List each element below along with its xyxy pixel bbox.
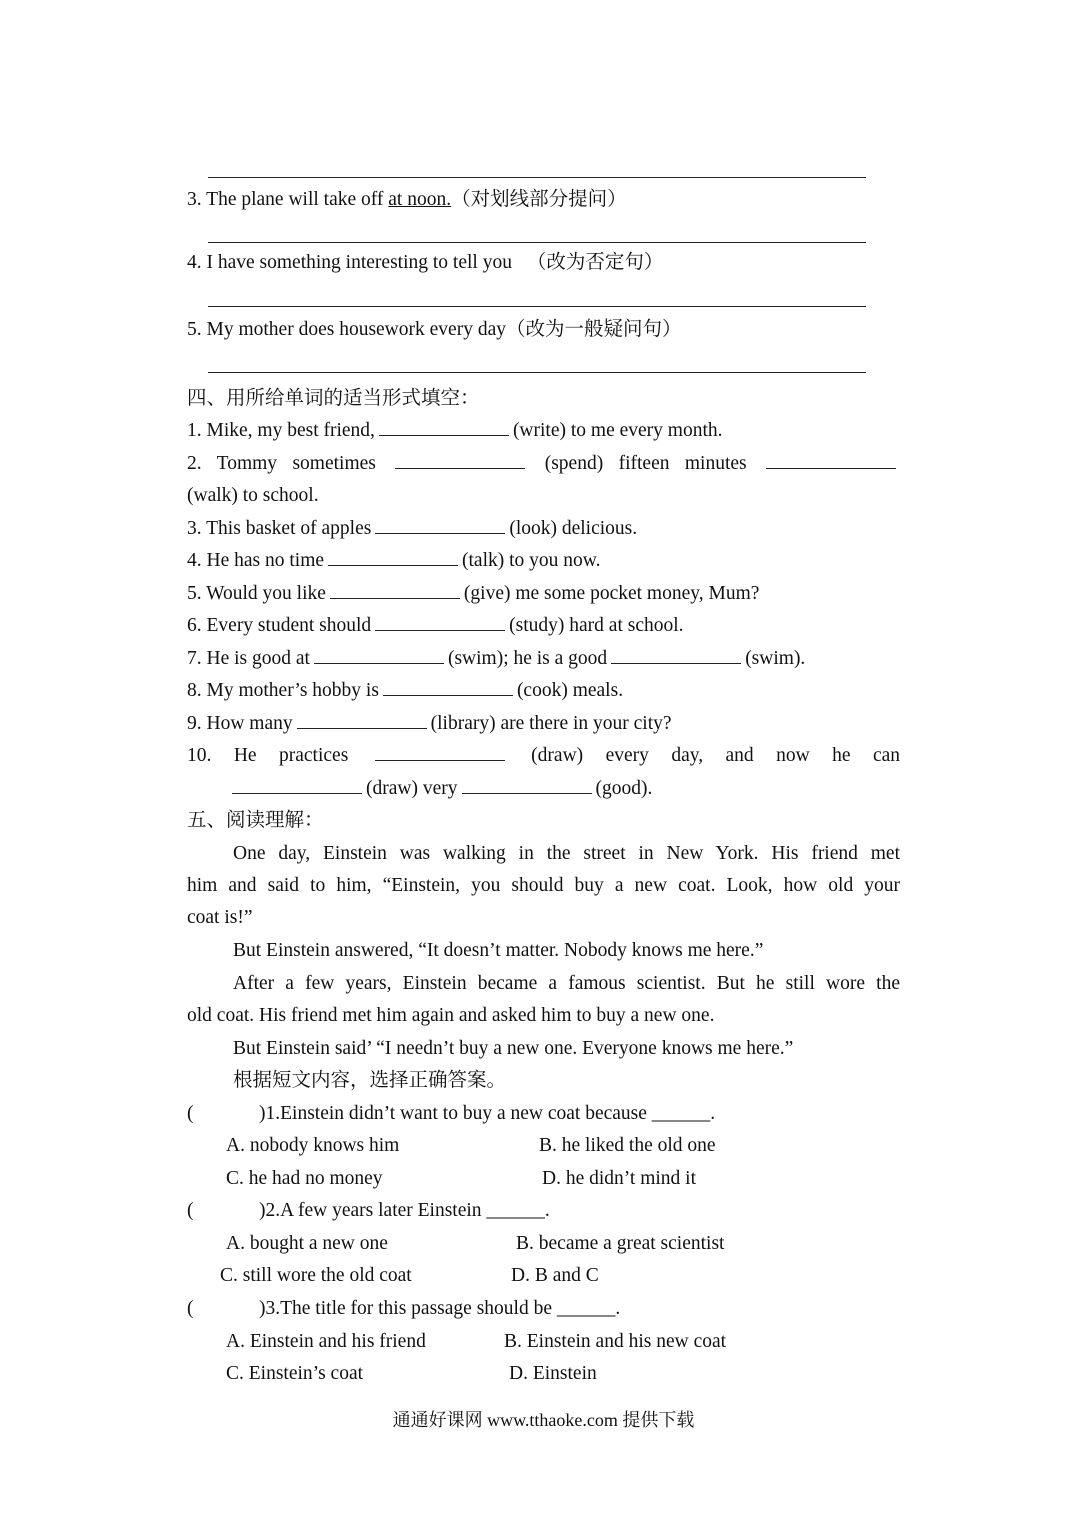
page-footer: 通通好课网 www.tthaoke.com 提供下载 xyxy=(392,1410,695,1430)
fill-blank[interactable] xyxy=(314,662,444,664)
question-text: (swim); he is a good xyxy=(447,648,608,669)
sec3-question-5 xyxy=(187,316,682,344)
question-text: 7. He is good at xyxy=(187,648,310,669)
answer-line xyxy=(208,177,866,178)
option-b[interactable]: B. Einstein and his new coat xyxy=(504,1331,727,1352)
question-text: (cook) meals. xyxy=(516,680,624,701)
instruction-note: （改为否定句） xyxy=(526,252,664,273)
sec4-question-6 xyxy=(187,612,684,640)
sec3-question-3 xyxy=(187,186,627,214)
question-text: (swim). xyxy=(745,648,806,669)
mc-question-stem: )3.The title for this passage should be ______. xyxy=(259,1298,621,1319)
sec4-question-2 xyxy=(187,450,900,478)
fill-blank[interactable] xyxy=(232,792,362,794)
answer-paren[interactable]: ( xyxy=(187,1200,194,1221)
mc-question-stem: )1.Einstein didn’t want to buy a new coat because ______. xyxy=(259,1103,716,1124)
passage-line: But Einstein answered, “It doesn’t matter. Nobody knows me here.” xyxy=(233,940,764,961)
word: 10. xyxy=(187,745,212,766)
word: can xyxy=(873,745,901,766)
fill-blank[interactable] xyxy=(462,792,592,794)
question-text: (look) delicious. xyxy=(509,518,638,539)
fill-blank[interactable] xyxy=(379,434,509,436)
answer-line xyxy=(208,372,866,373)
reading-instruction: 根据短文内容，选择正确答案。 xyxy=(233,1070,507,1091)
question-text: (talk) to you now. xyxy=(462,550,601,571)
option-d[interactable]: D. Einstein xyxy=(509,1363,597,1384)
option-a[interactable]: A. Einstein and his friend xyxy=(226,1331,426,1352)
question-text: 4. He has no time xyxy=(187,550,325,571)
word: sometimes xyxy=(292,453,376,474)
word: (spend) xyxy=(544,453,604,474)
underlined-part: at noon. xyxy=(388,189,452,210)
word: every xyxy=(605,745,649,766)
word: 2. xyxy=(187,453,202,474)
option-c[interactable]: C. still wore the old coat xyxy=(220,1265,412,1286)
word: practices xyxy=(279,745,349,766)
question-text: 6. Every student should xyxy=(187,615,372,636)
word: day, xyxy=(671,745,704,766)
question-text: 3. This basket of apples xyxy=(187,518,372,539)
question-text: The plane will take off xyxy=(206,189,384,210)
fill-blank[interactable] xyxy=(375,759,505,761)
fill-blank[interactable] xyxy=(375,629,505,631)
passage-line: him and said to him, “Einstein, you should buy a new coat. Look, how old your xyxy=(187,875,900,896)
question-text: 9. How many xyxy=(187,713,293,734)
question-text: (give) me some pocket money, Mum? xyxy=(463,583,760,604)
answer-line xyxy=(208,306,866,307)
question-text: (write) to me every month. xyxy=(512,420,723,441)
sec4-question-4 xyxy=(187,547,600,575)
sec4-question-10-continued xyxy=(228,775,652,803)
fill-blank[interactable] xyxy=(766,467,896,469)
word: minutes xyxy=(684,453,747,474)
fill-blank[interactable] xyxy=(375,532,505,534)
answer-line xyxy=(208,242,866,243)
option-a[interactable]: A. bought a new one xyxy=(226,1233,388,1254)
question-text: (good). xyxy=(595,778,653,799)
question-text: 5. Would you like xyxy=(187,583,326,604)
sec4-question-8 xyxy=(187,677,623,705)
option-c[interactable]: C. he had no money xyxy=(226,1168,383,1189)
passage-line: After a few years, Einstein became a famous scientist. But he still wore the xyxy=(233,973,900,994)
option-b[interactable]: B. he liked the old one xyxy=(539,1135,716,1156)
question-text: (library) are there in your city? xyxy=(430,713,672,734)
answer-paren[interactable]: ( xyxy=(187,1298,194,1319)
passage-line: One day, Einstein was walking in the street in New York. His friend met xyxy=(233,843,900,864)
passage-line: But Einstein said’ “I needn’t buy a new one. Everyone knows me here.” xyxy=(233,1038,794,1059)
sec4-question-9 xyxy=(187,710,672,738)
sec4-question-3 xyxy=(187,515,637,543)
option-a[interactable]: A. nobody knows him xyxy=(226,1135,400,1156)
word: He xyxy=(233,745,257,766)
fill-blank[interactable] xyxy=(297,727,427,729)
word: and xyxy=(725,745,754,766)
fill-blank[interactable] xyxy=(611,662,741,664)
option-d[interactable]: D. B and C xyxy=(511,1265,599,1286)
word: (draw) xyxy=(531,745,584,766)
question-number: 3. xyxy=(187,189,202,210)
section-4-heading: 四、用所给单词的适当形式填空： xyxy=(187,388,480,409)
option-d[interactable]: D. he didn’t mind it xyxy=(542,1168,697,1189)
instruction-note: （对划线部分提问） xyxy=(451,189,627,210)
passage-line: coat is!” xyxy=(187,907,253,928)
fill-blank[interactable] xyxy=(328,564,458,566)
instruction-note: （改为一般疑问句） xyxy=(505,319,682,340)
question-text: (study) hard at school. xyxy=(509,615,684,636)
sec4-question-1 xyxy=(187,417,723,445)
sec4-question-10 xyxy=(187,742,900,770)
question-text: 1. Mike, my best friend, xyxy=(187,420,375,441)
question-text: 4. I have something interesting to tell you xyxy=(187,252,512,273)
sec3-question-4 xyxy=(187,249,663,277)
question-text: 8. My mother’s hobby is xyxy=(187,680,379,701)
word: Tommy xyxy=(216,453,278,474)
word: he xyxy=(832,745,851,766)
option-c[interactable]: C. Einstein’s coat xyxy=(226,1363,364,1384)
sec4-question-7 xyxy=(187,645,805,673)
answer-paren[interactable]: ( xyxy=(187,1103,194,1124)
option-b[interactable]: B. became a great scientist xyxy=(516,1233,725,1254)
passage-line: old coat. His friend met him again and asked him to buy a new one. xyxy=(187,1005,715,1026)
word: fifteen xyxy=(618,453,670,474)
fill-blank[interactable] xyxy=(383,694,513,696)
fill-blank[interactable] xyxy=(395,467,525,469)
section-5-heading: 五、阅读理解： xyxy=(187,810,324,831)
sec4-question-2-continued: (walk) to school. xyxy=(187,485,319,506)
fill-blank[interactable] xyxy=(330,597,460,599)
question-text: 5. My mother does housework every day xyxy=(187,319,506,340)
sec4-question-5 xyxy=(187,580,759,608)
mc-question-stem: )2.A few years later Einstein ______. xyxy=(259,1200,550,1221)
question-text: (draw) very xyxy=(366,778,458,799)
word: now xyxy=(776,745,810,766)
